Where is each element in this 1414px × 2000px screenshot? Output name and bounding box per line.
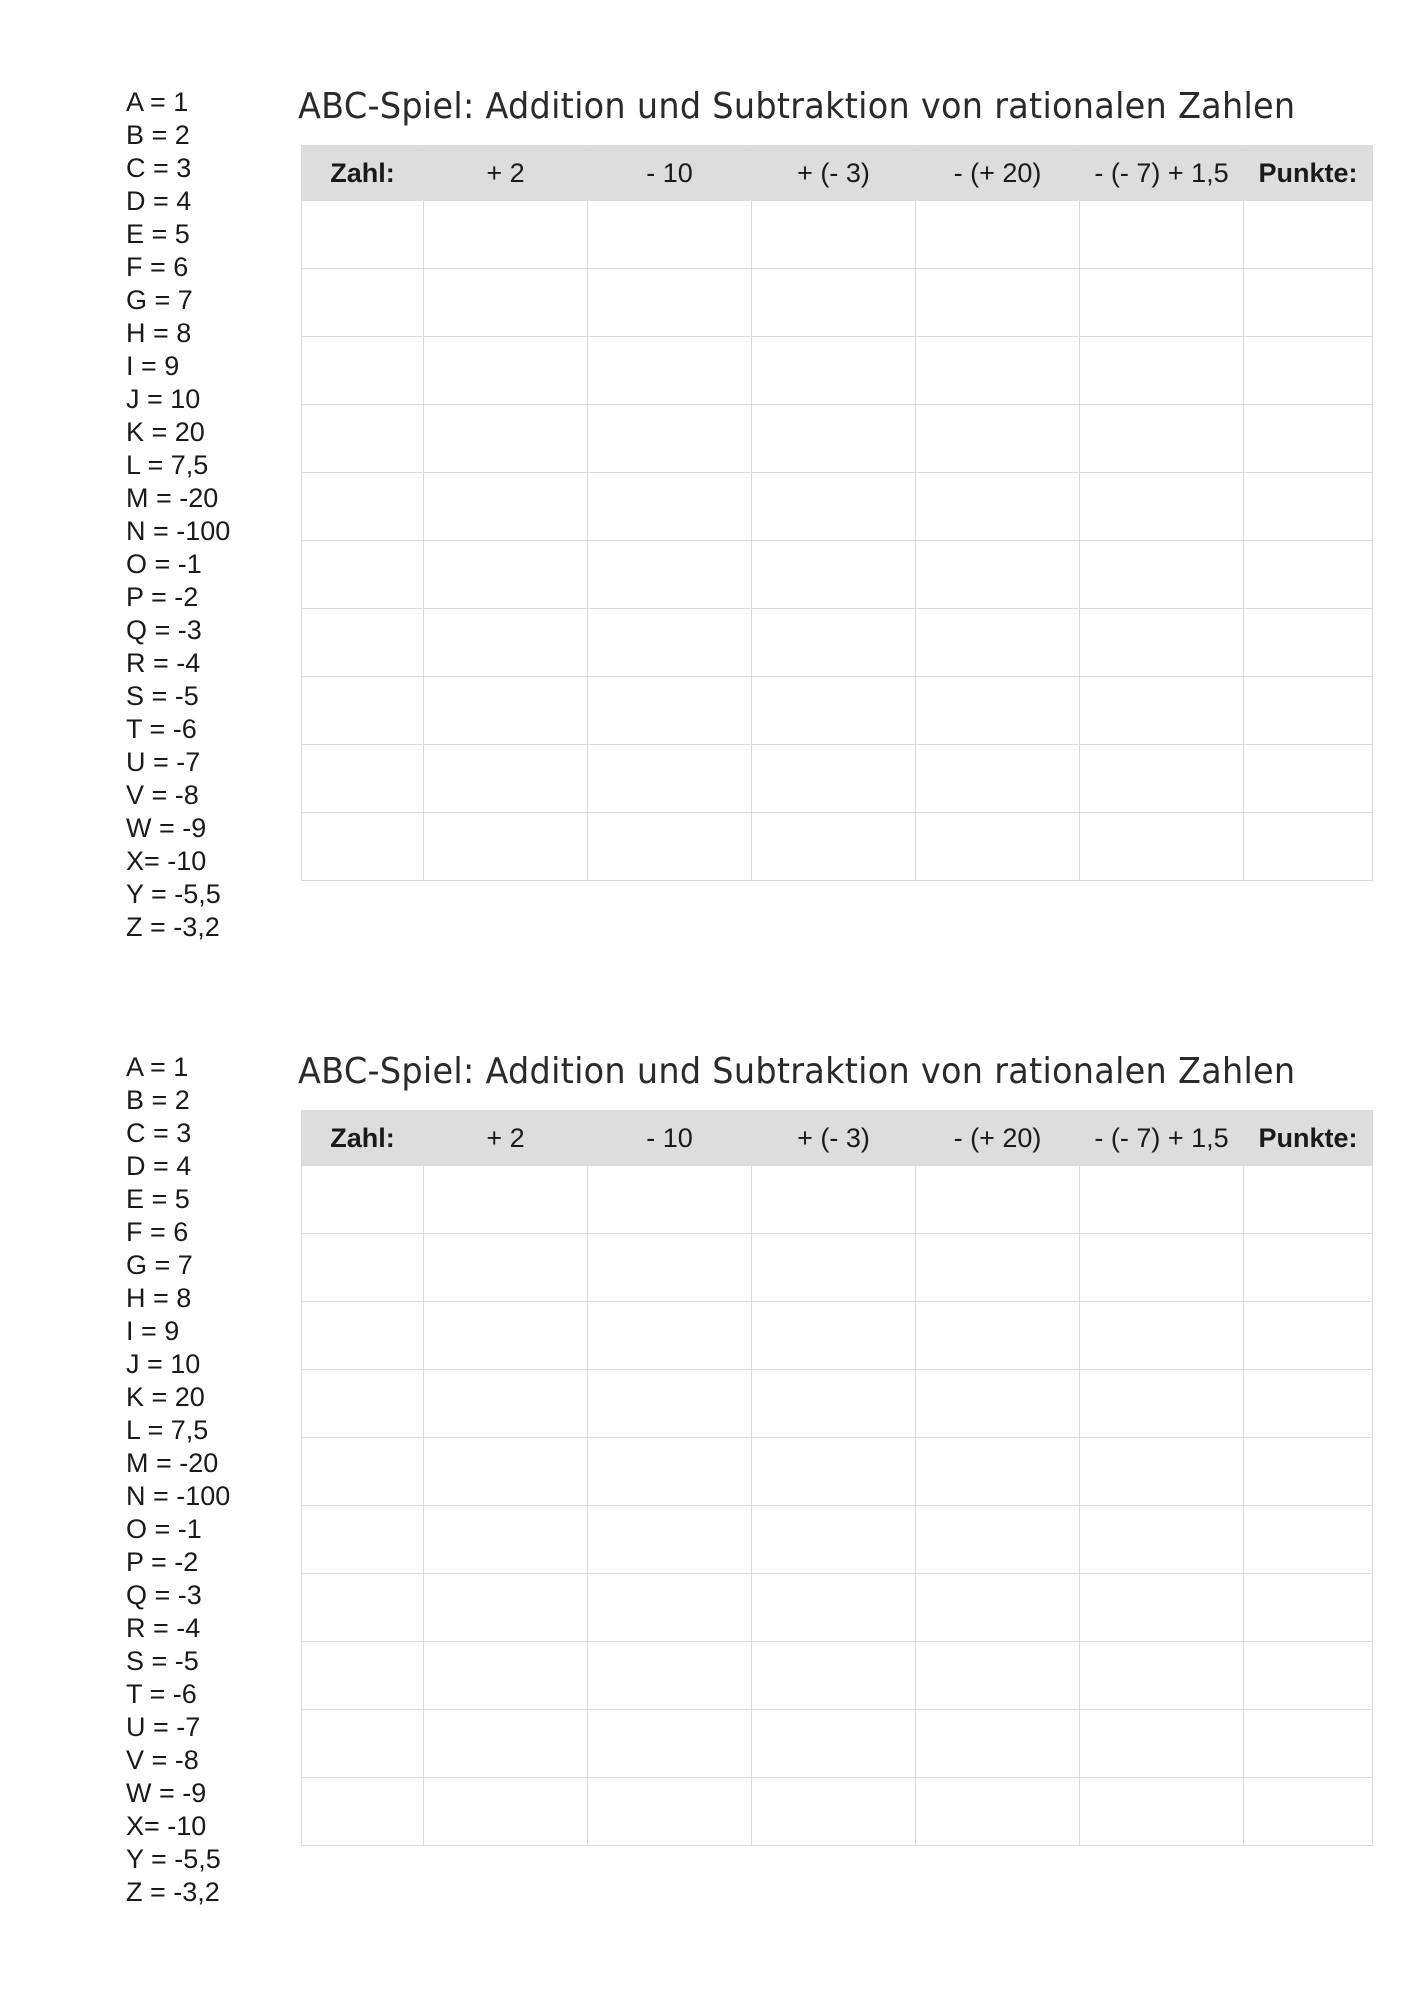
answer-cell[interactable] — [752, 1574, 916, 1642]
answer-cell[interactable] — [1244, 1302, 1373, 1370]
answer-cell[interactable] — [752, 609, 916, 677]
answer-cell[interactable] — [1244, 1574, 1373, 1642]
answer-cell[interactable] — [1244, 1166, 1373, 1234]
answer-cell[interactable] — [1244, 405, 1373, 473]
table-row — [302, 1710, 1373, 1778]
legend-item: Q = -3 — [126, 615, 202, 645]
column-header-minus-plus-20: - (+ 20) — [916, 1111, 1080, 1166]
table-row — [302, 1506, 1373, 1574]
answer-cell[interactable] — [424, 201, 588, 269]
answer-cell[interactable] — [1244, 337, 1373, 405]
answer-cell[interactable] — [424, 1234, 588, 1302]
answer-cell[interactable] — [588, 677, 752, 745]
table-row — [302, 609, 1373, 677]
answer-cell[interactable] — [752, 337, 916, 405]
answer-cell[interactable] — [302, 337, 424, 405]
answer-cell[interactable] — [1244, 1506, 1373, 1574]
column-header-zahl: Zahl: — [302, 146, 424, 201]
table-header-row — [302, 146, 1373, 201]
answer-cell[interactable] — [588, 269, 752, 337]
legend-item: L = 7,5 — [126, 1415, 209, 1445]
table-row — [302, 1166, 1373, 1234]
answer-cell[interactable] — [916, 1370, 1080, 1438]
letter-value-legend — [126, 86, 230, 944]
answer-cell[interactable] — [424, 1438, 588, 1506]
legend-item: D = 4 — [126, 186, 192, 216]
answer-cell[interactable] — [1080, 1438, 1244, 1506]
legend-item: F = 6 — [126, 1217, 189, 1247]
table-row — [302, 541, 1373, 609]
legend-item: H = 8 — [126, 318, 192, 348]
answer-cell[interactable] — [1080, 677, 1244, 745]
answer-cell[interactable] — [1244, 473, 1373, 541]
answer-cell[interactable] — [302, 269, 424, 337]
table-row — [302, 1642, 1373, 1710]
letter-value-legend — [126, 1051, 230, 1909]
legend-item: G = 7 — [126, 285, 193, 315]
answer-cell[interactable] — [424, 1574, 588, 1642]
answer-cell[interactable] — [588, 473, 752, 541]
answer-cell[interactable] — [1244, 541, 1373, 609]
legend-item: Q = -3 — [126, 1580, 202, 1610]
legend-item: W = -9 — [126, 813, 207, 843]
legend-item: Y = -5,5 — [126, 1844, 221, 1874]
answer-cell[interactable] — [916, 677, 1080, 745]
legend-item: G = 7 — [126, 1250, 193, 1280]
answer-cell[interactable] — [302, 541, 424, 609]
legend-item: U = -7 — [126, 747, 201, 777]
answer-cell[interactable] — [752, 1506, 916, 1574]
answer-cell[interactable] — [1244, 1642, 1373, 1710]
legend-item: K = 20 — [126, 1382, 205, 1412]
legend-item: L = 7,5 — [126, 450, 209, 480]
answer-cell[interactable] — [1080, 745, 1244, 813]
answer-cell[interactable] — [302, 1778, 424, 1846]
answer-cell[interactable] — [916, 1778, 1080, 1846]
column-header-minus-10: - 10 — [588, 146, 752, 201]
legend-item: U = -7 — [126, 1712, 201, 1742]
legend-item: P = -2 — [126, 582, 199, 612]
answer-cell[interactable] — [916, 813, 1080, 881]
legend-item: T = -6 — [126, 1679, 197, 1709]
legend-item: J = 10 — [126, 384, 201, 414]
answer-cell[interactable] — [1080, 269, 1244, 337]
answer-cell[interactable] — [916, 1710, 1080, 1778]
answer-cell[interactable] — [916, 473, 1080, 541]
legend-item: C = 3 — [126, 1118, 192, 1148]
answer-cell[interactable] — [752, 473, 916, 541]
answer-cell[interactable] — [1080, 609, 1244, 677]
answer-cell[interactable] — [1244, 269, 1373, 337]
answer-cell[interactable] — [1244, 1710, 1373, 1778]
column-header-minus-minus-7-plus-1-5: - (- 7) + 1,5 — [1080, 1111, 1244, 1166]
column-header-zahl: Zahl: — [302, 1111, 424, 1166]
answer-cell[interactable] — [1080, 1574, 1244, 1642]
answer-cell[interactable] — [302, 1438, 424, 1506]
legend-item: S = -5 — [126, 1646, 199, 1676]
answer-cell[interactable] — [588, 1642, 752, 1710]
legend-item: Y = -5,5 — [126, 879, 221, 909]
answer-cell[interactable] — [1244, 1370, 1373, 1438]
legend-item: H = 8 — [126, 1283, 192, 1313]
answer-cell[interactable] — [1244, 813, 1373, 881]
answer-cell[interactable] — [752, 1166, 916, 1234]
answer-cell[interactable] — [302, 473, 424, 541]
table-row — [302, 1438, 1373, 1506]
answer-cell[interactable] — [424, 405, 588, 473]
answer-cell[interactable] — [1244, 677, 1373, 745]
table-row — [302, 405, 1373, 473]
legend-item: E = 5 — [126, 1184, 190, 1214]
legend-item: V = -8 — [126, 780, 199, 810]
answer-cell[interactable] — [424, 813, 588, 881]
answer-cell[interactable] — [302, 1370, 424, 1438]
legend-item: F = 6 — [126, 252, 189, 282]
answer-cell[interactable] — [424, 1370, 588, 1438]
answer-cell[interactable] — [752, 541, 916, 609]
answer-cell[interactable] — [424, 1778, 588, 1846]
answer-cell[interactable] — [1080, 1642, 1244, 1710]
answer-cell[interactable] — [588, 541, 752, 609]
answer-cell[interactable] — [1244, 201, 1373, 269]
answer-cell[interactable] — [302, 813, 424, 881]
answer-cell[interactable] — [588, 1574, 752, 1642]
legend-item: P = -2 — [126, 1547, 199, 1577]
table-row — [302, 473, 1373, 541]
legend-item: R = -4 — [126, 1613, 201, 1643]
answer-cell[interactable] — [916, 337, 1080, 405]
table-row — [302, 201, 1373, 269]
answer-cell[interactable] — [302, 201, 424, 269]
answer-cell[interactable] — [1080, 1710, 1244, 1778]
answer-cell[interactable] — [1080, 1370, 1244, 1438]
answer-cell[interactable] — [1080, 1166, 1244, 1234]
worksheet-title: ABC-Spiel: Addition und Subtraktion von rationalen Zahlen — [298, 86, 1296, 127]
answer-cell[interactable] — [424, 337, 588, 405]
answer-cell[interactable] — [916, 541, 1080, 609]
answer-cell[interactable] — [916, 745, 1080, 813]
score-table — [301, 1110, 1373, 1846]
answer-cell[interactable] — [752, 813, 916, 881]
answer-cell[interactable] — [588, 1778, 752, 1846]
answer-cell[interactable] — [916, 1166, 1080, 1234]
answer-cell[interactable] — [424, 1506, 588, 1574]
answer-cell[interactable] — [302, 1642, 424, 1710]
legend-item: N = -100 — [126, 1481, 231, 1511]
legend-item: V = -8 — [126, 1745, 199, 1775]
legend-item: X= -10 — [126, 846, 207, 876]
column-header-plus-2: + 2 — [424, 146, 588, 201]
legend-item: O = -1 — [126, 1514, 202, 1544]
answer-cell[interactable] — [424, 745, 588, 813]
answer-cell[interactable] — [752, 1642, 916, 1710]
table-row — [302, 813, 1373, 881]
answer-cell[interactable] — [916, 1642, 1080, 1710]
answer-cell[interactable] — [302, 1506, 424, 1574]
answer-cell[interactable] — [752, 405, 916, 473]
answer-cell[interactable] — [588, 745, 752, 813]
answer-cell[interactable] — [1080, 201, 1244, 269]
table-row — [302, 1778, 1373, 1846]
answer-cell[interactable] — [1244, 1234, 1373, 1302]
answer-cell[interactable] — [1080, 1506, 1244, 1574]
table-row — [302, 337, 1373, 405]
answer-cell[interactable] — [588, 609, 752, 677]
column-header-plus-2: + 2 — [424, 1111, 588, 1166]
legend-item: B = 2 — [126, 1085, 190, 1115]
answer-cell[interactable] — [1080, 1302, 1244, 1370]
answer-cell[interactable] — [752, 269, 916, 337]
legend-item: I = 9 — [126, 351, 180, 381]
legend-item: D = 4 — [126, 1151, 192, 1181]
legend-item: M = -20 — [126, 483, 219, 513]
legend-item: Z = -3,2 — [126, 912, 220, 942]
answer-cell[interactable] — [1080, 337, 1244, 405]
legend-item: K = 20 — [126, 417, 205, 447]
answer-cell[interactable] — [752, 201, 916, 269]
answer-cell[interactable] — [424, 1166, 588, 1234]
answer-cell[interactable] — [588, 1506, 752, 1574]
column-header-plus-minus-3: + (- 3) — [752, 146, 916, 201]
legend-item: Z = -3,2 — [126, 1877, 220, 1907]
answer-cell[interactable] — [302, 1234, 424, 1302]
answer-cell[interactable] — [302, 1710, 424, 1778]
answer-cell[interactable] — [424, 609, 588, 677]
answer-cell[interactable] — [916, 201, 1080, 269]
legend-item: O = -1 — [126, 549, 202, 579]
answer-cell[interactable] — [302, 405, 424, 473]
answer-cell[interactable] — [1244, 1778, 1373, 1846]
answer-cell[interactable] — [424, 1302, 588, 1370]
answer-cell[interactable] — [302, 1302, 424, 1370]
answer-cell[interactable] — [588, 1234, 752, 1302]
score-table — [301, 145, 1373, 881]
answer-cell[interactable] — [916, 1438, 1080, 1506]
answer-cell[interactable] — [588, 201, 752, 269]
answer-cell[interactable] — [916, 405, 1080, 473]
answer-cell[interactable] — [752, 1302, 916, 1370]
answer-cell[interactable] — [1080, 1778, 1244, 1846]
legend-item: M = -20 — [126, 1448, 219, 1478]
answer-cell[interactable] — [916, 1574, 1080, 1642]
column-header-minus-10: - 10 — [588, 1111, 752, 1166]
table-row — [302, 1234, 1373, 1302]
table-row — [302, 1302, 1373, 1370]
answer-cell[interactable] — [752, 1438, 916, 1506]
legend-item: I = 9 — [126, 1316, 180, 1346]
legend-item: S = -5 — [126, 681, 199, 711]
legend-item: W = -9 — [126, 1778, 207, 1808]
table-row — [302, 1370, 1373, 1438]
legend-item: E = 5 — [126, 219, 190, 249]
answer-cell[interactable] — [588, 1370, 752, 1438]
column-header-punkte: Punkte: — [1244, 1111, 1373, 1166]
answer-cell[interactable] — [424, 1710, 588, 1778]
answer-cell[interactable] — [424, 269, 588, 337]
legend-item: J = 10 — [126, 1349, 201, 1379]
table-header-row — [302, 1111, 1373, 1166]
answer-cell[interactable] — [752, 1710, 916, 1778]
answer-cell[interactable] — [588, 1302, 752, 1370]
answer-cell[interactable] — [1080, 405, 1244, 473]
answer-cell[interactable] — [916, 609, 1080, 677]
answer-cell[interactable] — [1244, 1438, 1373, 1506]
answer-cell[interactable] — [424, 473, 588, 541]
column-header-plus-minus-3: + (- 3) — [752, 1111, 916, 1166]
legend-item: A = 1 — [126, 1052, 189, 1082]
column-header-punkte: Punkte: — [1244, 146, 1373, 201]
answer-cell[interactable] — [588, 405, 752, 473]
answer-cell[interactable] — [302, 677, 424, 745]
answer-cell[interactable] — [588, 337, 752, 405]
answer-cell[interactable] — [916, 1302, 1080, 1370]
table-row — [302, 677, 1373, 745]
answer-cell[interactable] — [424, 1642, 588, 1710]
table-row — [302, 1574, 1373, 1642]
answer-cell[interactable] — [916, 1234, 1080, 1302]
answer-cell[interactable] — [588, 1438, 752, 1506]
answer-cell[interactable] — [1244, 609, 1373, 677]
answer-cell[interactable] — [752, 1234, 916, 1302]
answer-cell[interactable] — [752, 745, 916, 813]
legend-item: X= -10 — [126, 1811, 207, 1841]
answer-cell[interactable] — [424, 677, 588, 745]
answer-cell[interactable] — [752, 677, 916, 745]
legend-item: C = 3 — [126, 153, 192, 183]
answer-cell[interactable] — [588, 1710, 752, 1778]
legend-item: A = 1 — [126, 87, 189, 117]
worksheet-title: ABC-Spiel: Addition und Subtraktion von rationalen Zahlen — [298, 1051, 1296, 1092]
answer-cell[interactable] — [916, 1506, 1080, 1574]
legend-item: R = -4 — [126, 648, 201, 678]
answer-cell[interactable] — [916, 269, 1080, 337]
answer-cell[interactable] — [1080, 813, 1244, 881]
answer-cell[interactable] — [588, 1166, 752, 1234]
answer-cell[interactable] — [1080, 541, 1244, 609]
answer-cell[interactable] — [424, 541, 588, 609]
legend-item: B = 2 — [126, 120, 190, 150]
column-header-minus-plus-20: - (+ 20) — [916, 146, 1080, 201]
answer-cell[interactable] — [1244, 745, 1373, 813]
answer-cell[interactable] — [1080, 1234, 1244, 1302]
answer-cell[interactable] — [752, 1370, 916, 1438]
table-row — [302, 745, 1373, 813]
answer-cell[interactable] — [302, 1166, 424, 1234]
answer-cell[interactable] — [302, 745, 424, 813]
answer-cell[interactable] — [302, 609, 424, 677]
legend-item: N = -100 — [126, 516, 231, 546]
column-header-minus-minus-7-plus-1-5: - (- 7) + 1,5 — [1080, 146, 1244, 201]
answer-cell[interactable] — [1080, 473, 1244, 541]
answer-cell[interactable] — [588, 813, 752, 881]
answer-cell[interactable] — [302, 1574, 424, 1642]
table-row — [302, 269, 1373, 337]
answer-cell[interactable] — [752, 1778, 916, 1846]
legend-item: T = -6 — [126, 714, 197, 744]
